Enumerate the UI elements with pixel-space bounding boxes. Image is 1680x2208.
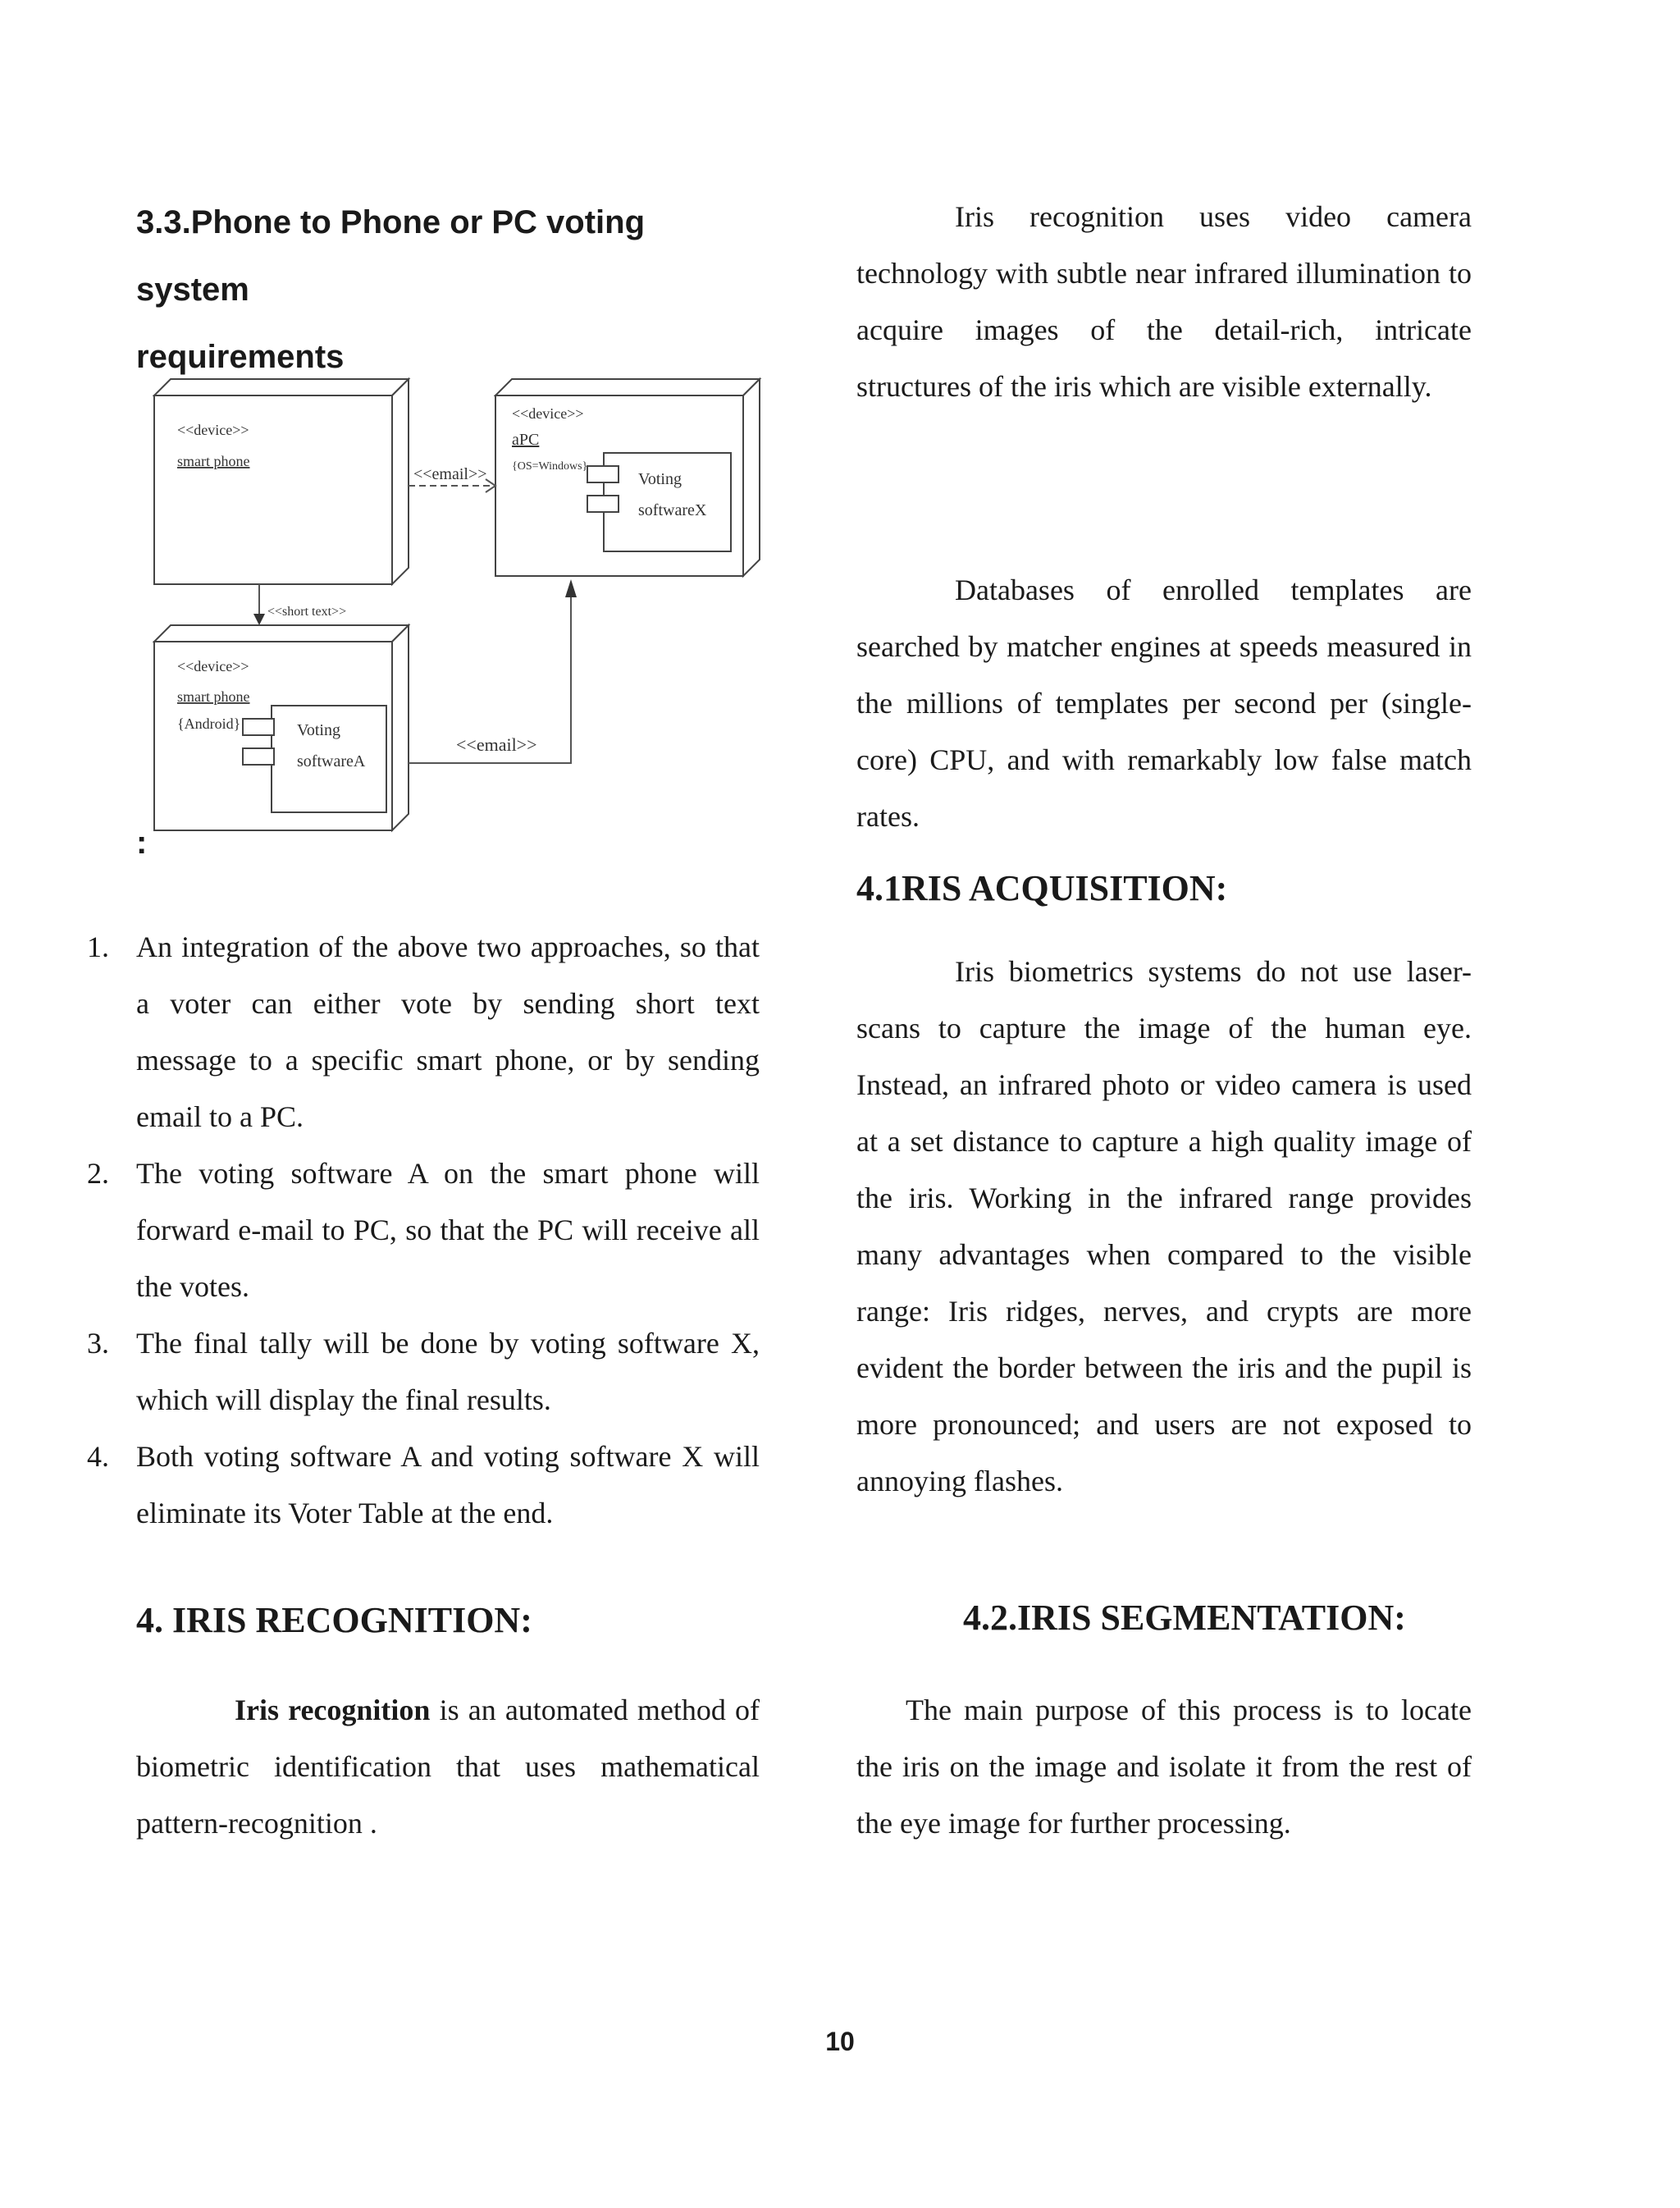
box1-name: smart phone [177, 453, 250, 469]
diagram-edge-email-bottom [409, 579, 577, 763]
box2-stereotype: <<device>> [512, 405, 584, 422]
box3-component-line1: Voting [297, 721, 340, 739]
list-item: 3. The final tally will be done by voting software X, which will display the final results. [87, 1327, 760, 1416]
iris-acquisition-heading: 4.1RIS ACQUISITION: [856, 868, 1228, 908]
box2-os: {OS=Windows} [512, 460, 588, 473]
list-item: 4. Both voting software A and voting software X will eliminate its Voter Table at the end. [87, 1440, 760, 1529]
box2-component-line2: softwareX [638, 501, 707, 519]
edge-email-top-label: <<email>> [413, 465, 487, 483]
box2-component-line1: Voting [638, 470, 682, 488]
requirements-list [87, 919, 760, 1542]
iris-acquisition-paragraph: Iris biometrics systems do not use laser-scans to capture the image of the human eye. Instead, an infrared photo or video camera is used at a set distance to capture a high quality image of the iris. Working in the infrared range provides many advantages when compared to the visible range: Iris ridges, nerves, and crypts are more evident the border between the iris and the pupil is more pronounced; and users are not exposed to annoying flashes. [856, 955, 1472, 1497]
section-heading-line2: requirements [136, 339, 345, 375]
edge-email-bottom-label: <<email>> [456, 734, 537, 755]
left-column [87, 189, 760, 1840]
section-heading-line1: 3.3.Phone to Phone or PC voting system [136, 204, 646, 308]
page-number: 10 [825, 2027, 855, 2056]
iris-recognition-bold: Iris recognition [235, 1694, 431, 1726]
diagram-node-smart-phone-android [154, 625, 409, 830]
iris-segmentation-paragraph: The main purpose of this process is to locate the iris on the image and isolate it from the rest of the eye image for further processing. [856, 1694, 1472, 1840]
iris-recognition-heading: 4. IRIS RECOGNITION: [136, 1600, 532, 1640]
databases-paragraph: Databases of enrolled templates are searched by matcher engines at speeds measured in the millions of templates per second per (single-core) CPU, and with remarkably low false match rates. [856, 574, 1472, 833]
box3-stereotype: <<device>> [177, 658, 249, 674]
diagram-edge-short-text [253, 584, 346, 625]
diagram-node-apc [495, 379, 760, 576]
iris-recognition-paragraph: Iris recognition is an automated method of biometric identification that uses mathematical pattern-recognition . [136, 1694, 760, 1840]
edge-short-text-label: <<short text>> [267, 605, 347, 619]
box1-stereotype: <<device>> [177, 422, 249, 438]
box3-component-line2: softwareA [297, 752, 366, 770]
diagram-node-smart-phone-top [154, 379, 409, 584]
list-item: 1. An integration of the above two approaches, so that a voter can either vote by sending short text message to a specific smart phone, or by sending email to a PC. [87, 930, 760, 1133]
stray-colon: : [136, 825, 148, 861]
box2-name: aPC [512, 431, 540, 449]
box3-os: {Android} [177, 715, 241, 732]
box3-name: smart phone [177, 688, 250, 705]
list-item: 2. The voting software A on the smart phone will forward e-mail to PC, so that the PC will receive all the votes. [87, 1157, 760, 1303]
deployment-diagram [136, 377, 768, 845]
iris-camera-paragraph: Iris recognition uses video camera technology with subtle near infrared illumination to acquire images of the detail-rich, intricate structures of the iris which are visible externally. [856, 200, 1472, 403]
iris-segmentation-heading: 4.2.IRIS SEGMENTATION: [963, 1598, 1406, 1638]
diagram-edge-email-top [409, 465, 495, 492]
section-heading-3-3 [136, 189, 760, 391]
